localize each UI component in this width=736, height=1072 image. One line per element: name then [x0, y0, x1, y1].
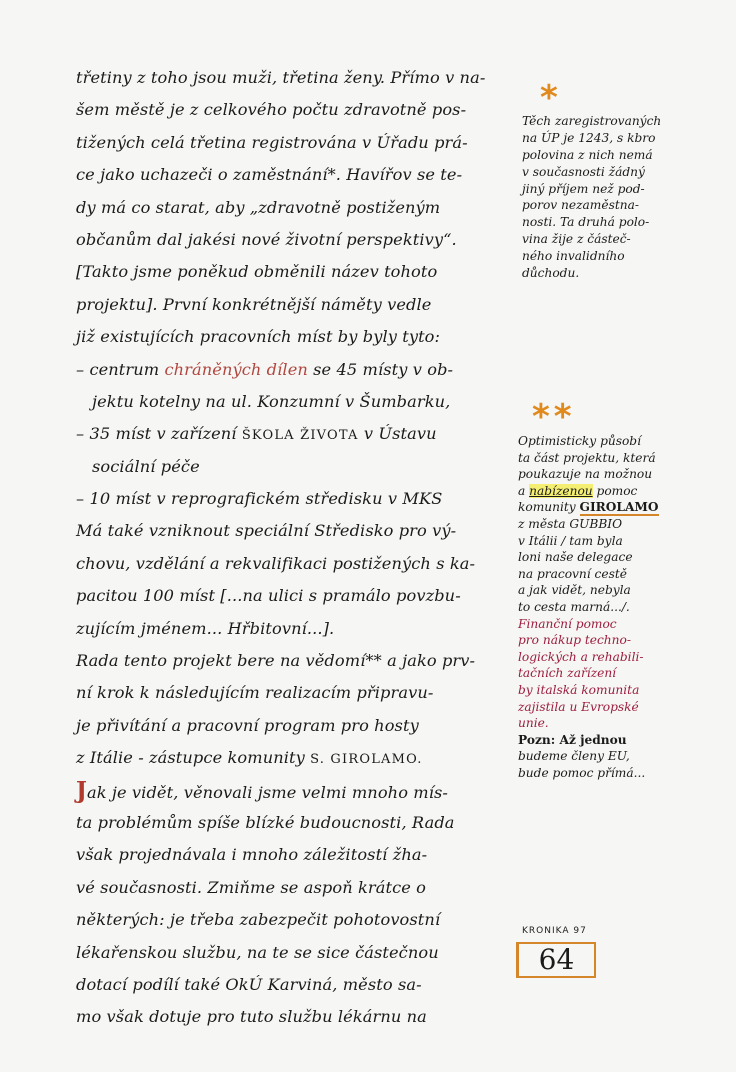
text-line: občanům dal jakési nové životní perspektivy“.: [76, 229, 457, 249]
note-line-red: Finanční pomoc: [518, 616, 617, 631]
text-line: vé současnosti. Zmiňme se aspoň krátce o: [76, 877, 427, 897]
text-line: Rada tento projekt bere na vědomí** a jako prv-: [76, 651, 476, 671]
caps-text: GIROLAMO: [579, 500, 659, 515]
text-line: některých: je třeba zabezpečit pohotovostní: [76, 910, 441, 930]
text-span: z Itálie - zástupce komunity: [76, 748, 311, 768]
side-note-1: [522, 113, 704, 282]
text-line: lékařenskou službu, na te se sice částečnou: [76, 942, 439, 962]
text-line: [76, 742, 512, 774]
text-line: ta problémům spíše blízké budoucnosti, Rada: [76, 812, 455, 832]
paragraph-start: [76, 775, 512, 807]
note-line-red: logických a rehabili-: [518, 649, 644, 664]
text-line: pacitou 100 míst [...na ulici s pramálo povzbu-: [76, 586, 461, 606]
note-line: to cesta marná.../.: [518, 599, 630, 614]
note-line: na ÚP je 1243, s kbro: [522, 130, 656, 145]
note-line: Těch zaregistrovaných: [522, 114, 662, 128]
note-line-red: zajistila u Evropské: [518, 699, 639, 714]
text-span: ak je vidět, věnovali jsme velmi mnoho mís-: [86, 782, 449, 802]
text-line: projektu]. První konkrétnější náměty vedle: [76, 294, 432, 314]
double-asterisk-icon: **: [532, 397, 576, 437]
main-text-column: [76, 62, 512, 1034]
list-item-mks: – 10 míst v reprografickém středisku v MKS: [76, 489, 443, 509]
asterisk-icon: *: [540, 78, 558, 118]
note-line: Optimisticky působí: [518, 434, 642, 448]
note-line-red: by italská komunita: [518, 682, 640, 697]
note-line: [518, 483, 700, 500]
text-span: a: [518, 483, 530, 498]
page-number: 64: [516, 942, 596, 978]
text-span: – 35 míst v zařízení: [76, 424, 242, 444]
note-line: z města GUBBIO: [518, 516, 623, 531]
list-item-school: [76, 418, 512, 450]
list-item-workshops: [76, 354, 512, 386]
note-line: v současnosti žádný: [522, 164, 645, 179]
note-line-red: unie.: [518, 716, 549, 731]
note-line: bude pomoc přímá...: [518, 765, 646, 780]
note-line: budeme členy EU,: [518, 749, 630, 764]
text-line: tižených celá třetina registrována v Úřadu prá-: [76, 132, 468, 152]
note-line: na pracovní cestě: [518, 566, 627, 581]
text-line: dotací podílí také OkÚ Karviná, město sa-: [76, 974, 422, 994]
text-line: již existujících pracovních míst by byly tyto:: [76, 327, 441, 347]
note-line: vina žije z částeč-: [522, 232, 631, 247]
text-line: chovu, vzdělání a rekvalifikaci postižených s ka-: [76, 553, 476, 573]
note-line: jiný příjem než pod-: [522, 181, 645, 196]
highlighted-word: nabízenou: [529, 483, 593, 498]
text-span: v Ústavu: [358, 424, 437, 444]
text-line: však projednávala i mnoho záležitostí žha-: [76, 845, 428, 865]
text-line: mo však dotuje pro tuto službu lékárnu na: [76, 1007, 427, 1027]
text-span: – centrum: [76, 359, 165, 379]
note-line: ta část projektu, která: [518, 450, 656, 465]
note-line: nosti. Ta druhá polo-: [522, 215, 650, 230]
note-line: a jak vidět, nebyla: [518, 583, 631, 598]
note-line: [518, 499, 700, 516]
note-line: ného invalidního: [522, 249, 625, 264]
note-line: porov nezaměstna-: [522, 198, 639, 213]
side-note-2: [518, 433, 700, 781]
note-line-red: pro nákup techno-: [518, 633, 631, 648]
note-line: polovina z nich nemá: [522, 147, 653, 162]
text-line: [Takto jsme poněkud obměnili název tohoto: [76, 262, 438, 282]
note-line-red: tačních zařízení: [518, 666, 617, 681]
text-line: je přivítání a pracovní program pro hosty: [76, 715, 419, 735]
text-span: pomoc: [592, 483, 638, 498]
note-line: poukazuje na možnou: [518, 467, 653, 482]
text-line: třetiny z toho jsou muži, třetina ženy. Přímo v na-: [76, 68, 486, 87]
note-line: v Itálii / tam byla: [518, 533, 623, 548]
text-line: jektu kotelny na ul. Konzumní v Šumbarku,: [92, 391, 451, 411]
highlight-red-text: chráněných dílen: [164, 359, 308, 379]
text-line: dy má co starat, aby „zdravotně postiženým: [76, 197, 441, 217]
text-line: zujícím jménem... Hřbitovní...].: [76, 618, 335, 638]
text-line: sociální péče: [92, 456, 200, 476]
text-span: se 45 místy v ob-: [307, 359, 454, 379]
text-span: komunity: [518, 500, 580, 515]
caps-text: S. GIROLAMO.: [310, 752, 423, 768]
caps-text: ŠKOLA ŽIVOTA: [241, 428, 359, 444]
chronicle-label: KRONIKA 97: [522, 926, 587, 936]
text-line: šem městě je z celkového počtu zdravotně pos-: [76, 100, 467, 120]
text-line: ní krok k následujícím realizacím připravu-: [76, 683, 434, 703]
text-line: Má také vzniknout speciální Středisko pro vý-: [76, 521, 457, 541]
note-line: loni naše delegace: [518, 550, 633, 565]
text-line: ce jako uchazeči o zaměstnání*. Havířov se te-: [76, 165, 463, 185]
note-line: Pozn: Až jednou: [518, 732, 627, 747]
initial-letter: J: [76, 776, 87, 804]
note-line: důchodu.: [522, 266, 580, 281]
